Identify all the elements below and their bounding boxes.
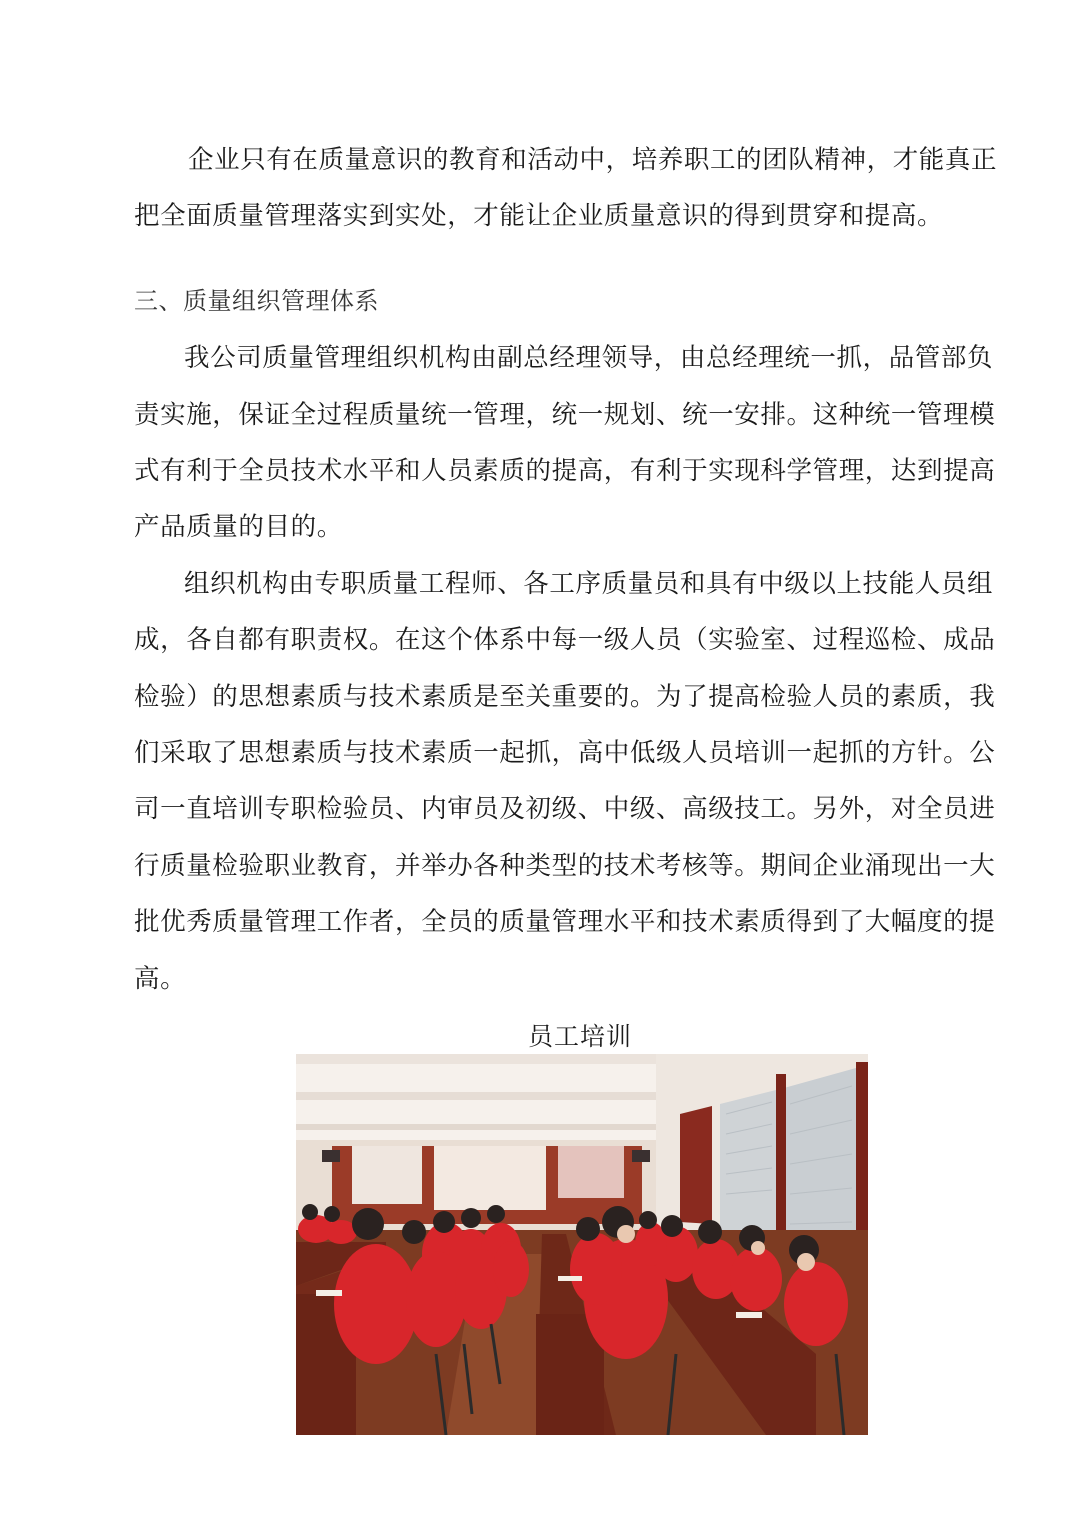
paragraph-line: 我公司质量管理组织机构由副总经理领导，由总经理统一抓，品管部负 xyxy=(184,343,994,373)
paragraph-line: 行质量检验职业教育，并举办各种类型的技术考核等。期间企业涌现出一大 xyxy=(134,851,996,881)
paragraph-line: 们采取了思想素质与技术素质一起抓，高中低级人员培训一起抓的方针。公 xyxy=(134,738,996,768)
figure-caption: 员工培训 xyxy=(527,1022,632,1051)
paragraph-line: 批优秀质量管理工作者，全员的质量管理水平和技术素质得到了大幅度的提 xyxy=(134,907,996,937)
paragraph-line: 司一直培训专职检验员、内审员及初级、中级、高级技工。另外，对全员进 xyxy=(134,794,996,824)
paragraph-line: 检验）的思想素质与技术素质是至关重要的。为了提高检验人员的素质，我 xyxy=(134,682,996,712)
paragraph-line: 成，各自都有职责权。在这个体系中每一级人员（实验室、过程巡检、成品 xyxy=(134,625,996,655)
paragraph-line: 责实施，保证全过程质量统一管理，统一规划、统一安排。这种统一管理模 xyxy=(134,400,996,430)
paragraph-line: 高。 xyxy=(134,964,187,994)
paragraph-line: 组织机构由专职质量工程师、各工序质量员和具有中级以上技能人员组 xyxy=(184,569,994,599)
paragraph-line: 产品质量的目的。 xyxy=(134,512,343,542)
paragraph-line: 把全面质量管理落实到实处，才能让企业质量意识的得到贯穿和提高。 xyxy=(134,201,944,231)
paragraph-line: 企业只有在质量意识的教育和活动中，培养职工的团队精神，才能真正 xyxy=(188,145,998,175)
section-heading: 三、质量组织管理体系 xyxy=(134,287,379,315)
paragraph-line: 式有利于全员技术水平和人员素质的提高，有利于实现科学管理，达到提高 xyxy=(134,456,996,486)
staff-training-photo xyxy=(296,1054,868,1435)
